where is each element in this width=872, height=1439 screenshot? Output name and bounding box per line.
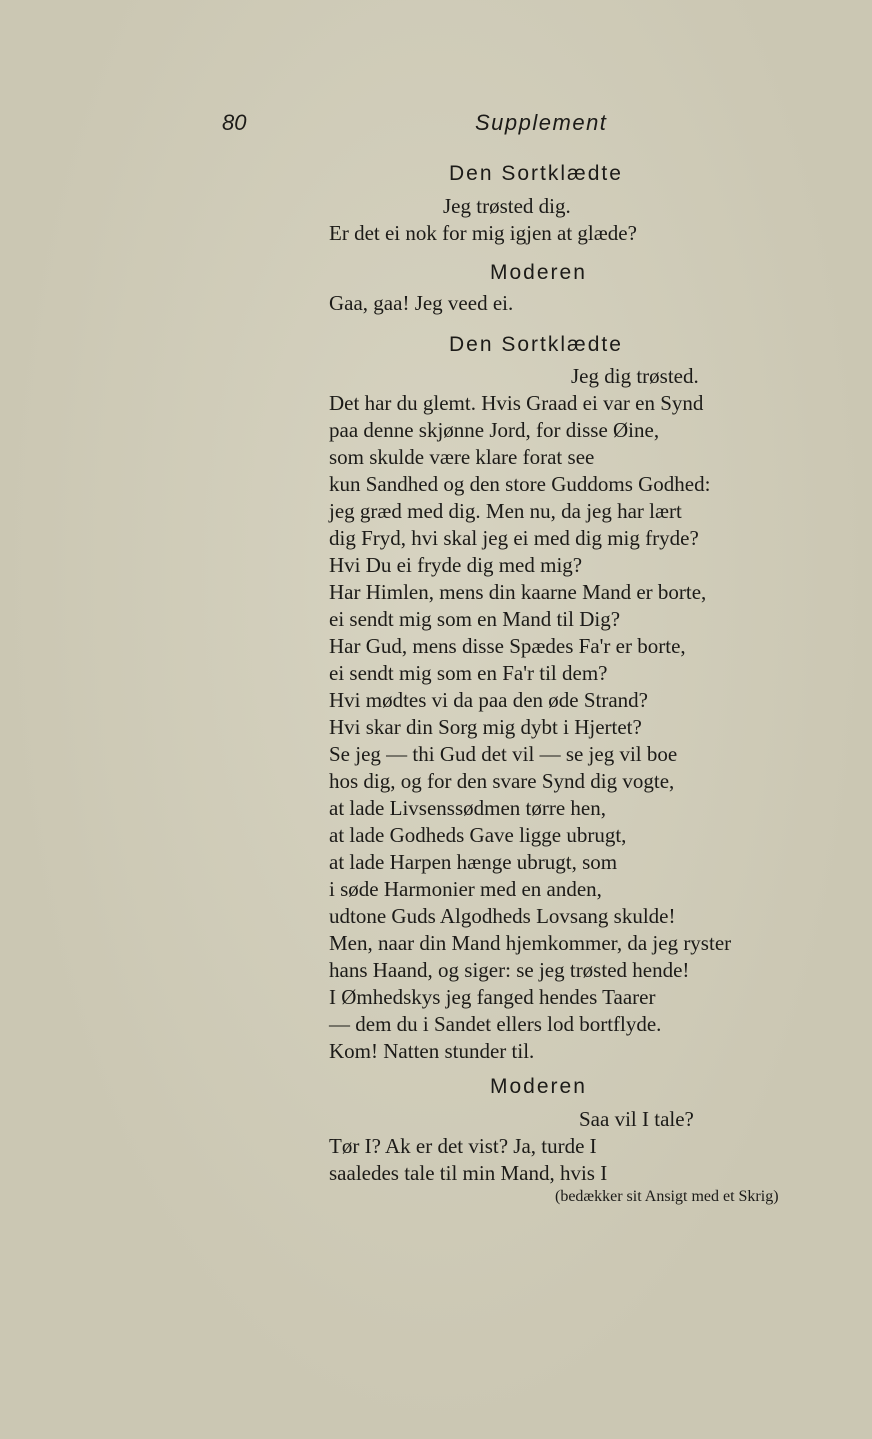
speaker-name: Den Sortklædte xyxy=(449,333,623,356)
verse-line: Saa vil I tale? xyxy=(579,1107,694,1131)
verse-line: Tør I? Ak er det vist? Ja, turde I xyxy=(329,1134,597,1158)
verse-line: Se jeg — thi Gud det vil — se jeg vil boe xyxy=(329,742,678,766)
verse-line: Jeg dig trøsted. xyxy=(571,364,699,388)
verse-line: I Ømhedskys jeg fanged hendes Taarer xyxy=(329,985,656,1009)
verse-line: ei sendt mig som en Fa'r til dem? xyxy=(329,661,608,685)
running-title: Supplement xyxy=(475,110,608,135)
verse-line: saaledes tale til min Mand, hvis I xyxy=(329,1161,608,1185)
speaker-name: Moderen xyxy=(490,1075,587,1098)
speaker-name: Den Sortklædte xyxy=(449,162,623,185)
verse-line: kun Sandhed og den store Guddoms Godhed: xyxy=(329,472,711,496)
stage-direction: (bedækker sit Ansigt med et Skrig) xyxy=(555,1188,779,1205)
verse-line: Men, naar din Mand hjemkommer, da jeg ryster xyxy=(329,931,732,955)
verse-line: hans Haand, og siger: se jeg trøsted hende! xyxy=(329,958,690,982)
verse-line: hos dig, og for den svare Synd dig vogte, xyxy=(329,769,675,793)
verse-line: Har Gud, mens disse Spædes Fa'r er borte, xyxy=(329,634,686,658)
verse-line: Gaa, gaa! Jeg veed ei. xyxy=(329,291,514,315)
speech-block xyxy=(329,290,513,317)
verse-line: udtone Guds Algodheds Lovsang skulde! xyxy=(329,904,676,928)
verse-line: Kom! Natten stunder til. xyxy=(329,1039,535,1063)
verse-line: Har Himlen, mens din kaarne Mand er borte, xyxy=(329,580,707,604)
speech-block xyxy=(329,363,731,1065)
speaker-name: Moderen xyxy=(490,261,587,284)
verse-line: i søde Harmonier med en anden, xyxy=(329,877,602,901)
verse-line: at lade Harpen hænge ubrugt, som xyxy=(329,850,618,874)
verse-line: Hvi skar din Sorg mig dybt i Hjertet? xyxy=(329,715,642,739)
verse-line: Er det ei nok for mig igjen at glæde? xyxy=(329,221,637,245)
verse-line: at lade Livsenssødmen tørre hen, xyxy=(329,796,606,820)
page-number: 80 xyxy=(222,110,247,135)
speech-block xyxy=(329,193,637,247)
verse-line: ei sendt mig som en Mand til Dig? xyxy=(329,607,621,631)
verse-line: Hvi mødtes vi da paa den øde Strand? xyxy=(329,688,648,712)
verse-line: paa denne skjønne Jord, for disse Øine, xyxy=(329,418,660,442)
verse-line: jeg græd med dig. Men nu, da jeg har lært xyxy=(329,499,682,523)
verse-line: dig Fryd, hvi skal jeg ei med dig mig fryde? xyxy=(329,526,699,550)
verse-line: — dem du i Sandet ellers lod bortflyde. xyxy=(329,1012,662,1036)
verse-line: Jeg trøsted dig. xyxy=(443,194,571,218)
verse-line: Det har du glemt. Hvis Graad ei var en Synd xyxy=(329,391,704,415)
speech-block xyxy=(329,1106,694,1187)
verse-line: Hvi Du ei fryde dig med mig? xyxy=(329,553,583,577)
verse-line: som skulde være klare forat see xyxy=(329,445,595,469)
verse-line: at lade Godheds Gave ligge ubrugt, xyxy=(329,823,627,847)
